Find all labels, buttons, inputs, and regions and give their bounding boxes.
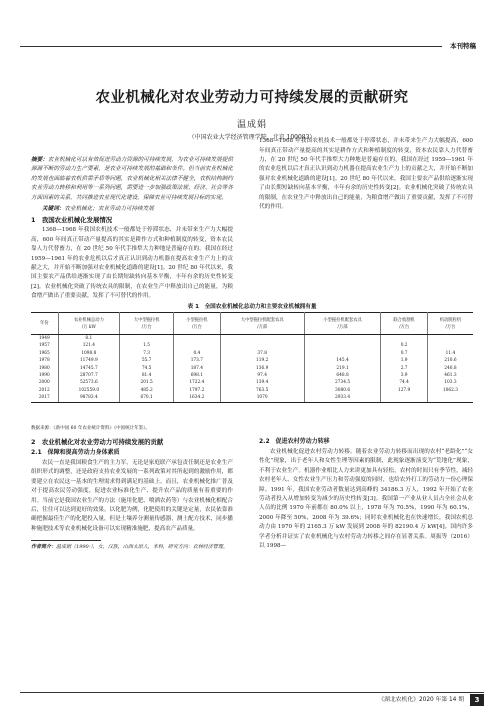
left-column-top <box>31 156 233 300</box>
abstract-label: 摘要： <box>31 157 48 163</box>
table-value-cell <box>174 335 220 343</box>
table-header-cell: 小型拖拉机配套农具 /万部 <box>304 313 381 335</box>
table-value-cell: 139.4 <box>220 379 304 386</box>
article-title: 农业机械化对农业劳动力可持续发展的贡献研究 <box>95 90 409 106</box>
keywords-text: 农业机械化；农业劳动力可持续发展 <box>64 206 154 213</box>
page-number: 3 <box>470 694 484 706</box>
author-footnote <box>31 543 233 551</box>
section-2-2-heading: 2.2 促进农村劳动力转移 <box>259 438 330 445</box>
table-header-cell: 大中型拖拉机配套农具 /万部 <box>220 313 304 335</box>
table-value-cell: 11.4 <box>427 350 473 357</box>
table-value-cell: 219.1 <box>304 365 381 372</box>
section-2-2-paragraph: 农业机械化促进农村劳动力转移。随着农业劳动力转移而出现的农村“老龄化”“女性化”现象，出于老年人和女性生理等因素的限制，此现象逐渐演变为“荒地化”现象，不利于农业生产。机器作业相比人力来讲更加具有轻松，农村的时间只有季节性，减轻农村老年人、女性农业生产压力和劳动强度的同时，也给农外打工的劳动力一份心理保障。1991 年，我国农业劳动者数量达到高峰的 34186.3 万人，1992 年开始了农业劳动者投入从增加转变为减少的历史性转变[3]。我国第一产业从业人员占全社会从业人员的比例 1970 年前都在 80.0% 以上，1978 年为 70.5%，1990 年为 60.1%，2000 年降至 50%，2008 年为 39.6%；同时农业机械化也在快速增长，我国农机总动力由 1970 年的 2165.3 万 kW 发展到 2008 年的 82190.4 万 kW[4]。国内许多学者分析并证实了农业机械化与农村劳动力转移之间存在显著关系。周振等（2016）以 1998— <box>259 449 473 550</box>
table-value-cell: 173.7 <box>174 357 220 364</box>
table-value-cell: 74.4 <box>381 379 427 386</box>
section-2-1-heading: 2.1 保障和提高劳动力身体素质 <box>31 449 120 456</box>
table-header-cell: 联合收割机 /万台 <box>381 313 427 335</box>
table-row <box>31 350 473 357</box>
table-value-cell: 127.9 <box>381 387 427 394</box>
table-year-cell: 1990 <box>31 372 58 379</box>
table-value-cell: 102559.0 <box>58 387 120 394</box>
table-value-cell <box>220 335 304 343</box>
table-value-cell <box>427 342 473 349</box>
article-author: 温成娟 <box>236 120 267 130</box>
table-value-cell: 74.5 <box>120 365 174 372</box>
table-value-cell: 121.4 <box>58 342 120 349</box>
table-value-cell <box>304 350 381 357</box>
table-value-cell: 187.4 <box>174 365 220 372</box>
table-value-cell: 7.3 <box>120 350 174 357</box>
table-year-cell: 2000 <box>31 379 58 386</box>
table-value-cell: 145.4 <box>304 357 381 364</box>
table-year-cell: 2012 <box>31 387 58 394</box>
table-header-cell: 农业机械总动力 /万 kW <box>58 313 120 335</box>
table-value-cell: 201.5 <box>120 379 174 386</box>
table-value-cell: 698.1 <box>174 372 220 379</box>
table-source: 数据来源：《新中国 60 年农业统计资料》《中国统计年鉴》。 <box>31 426 150 431</box>
table-value-cell: 0.7 <box>381 350 427 357</box>
table-value-cell: 2933.4 <box>304 394 381 402</box>
table-value-cell: 98783.4 <box>58 394 120 402</box>
table-value-cell <box>381 335 427 343</box>
section-2-1-paragraph: 农民一直是我国粮食生产的主力军，无论是家庭联产承包责任制还是农业生产组织形式的调整，还是政府支持农业发展的一系列政策对其所起到的激励作用，都要建立在农民这一基本的生理需求得到满足的基础上。而且，农业机械化推广普及对于提高农民劳动强度、促进农业标准化生产、提升农产品的质量有着重要的作用。当前它是我国农业生产的方法（施用化肥、喷洒农药等）与农业机械化相配合后，往往可以达到更好的效果。以化肥为例，化肥使用的关键是定量，农民依靠准确把握最佳生产的化肥投入量，但是土壤养分测量传感器，测土配方技术，同步播种施肥技术等农业机械化设备可以实现精准施肥，提高农产品质量。 <box>31 460 233 532</box>
table-value-cell: 2734.5 <box>304 379 381 386</box>
section-1-continuation <box>259 137 473 278</box>
table-year-cell: 1980 <box>31 365 58 372</box>
table-value-cell: 81.4 <box>120 372 174 379</box>
footnote-rule <box>31 540 101 541</box>
table-year-cell: 1978 <box>31 357 58 364</box>
table-value-cell: 97.4 <box>220 372 304 379</box>
table-value-cell: 763.5 <box>220 387 304 394</box>
keywords <box>31 205 233 214</box>
table-row <box>31 357 473 364</box>
table-value-cell: 485.2 <box>120 387 174 394</box>
section-tab: 本刊特稿 <box>442 40 484 52</box>
table-value-cell: 210.6 <box>427 357 473 364</box>
table-value-cell <box>220 342 304 349</box>
table-value-cell: 55.7 <box>120 357 174 364</box>
table-row <box>31 365 473 372</box>
table-value-cell: 1797.2 <box>174 387 220 394</box>
section-2-heading: 2 农业机械化对农业劳动力可持续发展的贡献 <box>31 438 164 446</box>
header-rule <box>20 46 484 47</box>
left-column-bottom <box>31 436 233 551</box>
table-value-cell: 1634.2 <box>174 394 220 402</box>
footnote-label: 作者简介： <box>31 544 57 551</box>
table-value-cell: 1722.4 <box>174 379 220 386</box>
table-value-cell: 28707.7 <box>58 372 120 379</box>
table-year-cell: 1949 <box>31 335 58 343</box>
table-value-cell: 240.8 <box>427 365 473 372</box>
table-value-cell: 3080.6 <box>304 387 381 394</box>
header-bar <box>20 40 484 52</box>
table-value-cell: 461.3 <box>427 372 473 379</box>
table-value-cell: 136.9 <box>220 365 304 372</box>
table-value-cell: 0.4 <box>174 350 220 357</box>
table-value-cell <box>304 342 381 349</box>
table-value-cell: 1098.8 <box>58 350 120 357</box>
table-value-cell: 1.9 <box>381 357 427 364</box>
journal-issue: 《湖北农机化》2020 年第 14 期 <box>378 697 464 703</box>
table-value-cell: 1062.3 <box>427 387 473 394</box>
table-value-cell <box>174 342 220 349</box>
table-header-cell: 小型拖拉机 /万台 <box>174 313 220 335</box>
section-1-paragraph: 1368—1968 年我国农机技术一般都处于停滞状态，并未带来生产力大幅提高，600 年间真正带动产量提高的其实是耕作方式和种植制度的转变，资本农民靠人力代替畜力，在 20 世纪 50 年代手推犁大力种地是普遍存在的。我国在经过 1959—1961 年的农业危机以后才真正认识到动力机器在提高农业生产力上的贡献之大，并开始不断加强对农业机械化道路的建设[1]。20 世纪 80 年代以来，我国主要农产品供给逐渐实现了由长期短缺转向基本平衡，丰年有余的历史性转变[2]。农业机械化突破了传统农具的限制，在农业生产中释放出自己的能量，为粮食增产做出了重要贡献，发挥了不可替代的作用。 <box>31 227 233 300</box>
table-header-cell: 机动脱粒机 /万台 <box>427 313 473 335</box>
table-value-cell <box>304 335 381 343</box>
table-header-cell: 年份 <box>31 313 58 335</box>
right-column-bottom <box>259 436 473 551</box>
section-1-heading: 1 我国农业机械化发展情况 <box>31 216 113 225</box>
table-value-cell: 103.3 <box>427 379 473 386</box>
table-value-cell: 11749.9 <box>58 357 120 364</box>
footnote-text: 温成娟（1990-），女，汉族，山西太原人，本科，研究方向：农林经济管理。 <box>56 544 228 551</box>
abstract <box>31 156 233 203</box>
table-value-cell <box>427 335 473 343</box>
table-year-cell: 2017 <box>31 394 58 402</box>
table-year-cell: 1965 <box>31 350 58 357</box>
table-row <box>31 387 473 394</box>
table-year-cell: 1957 <box>31 342 58 349</box>
right-column-top <box>259 138 473 278</box>
table-value-cell: 1070 <box>220 394 304 402</box>
table-value-cell: 52573.6 <box>58 379 120 386</box>
section-1-continuation-text: 1368—1968 年我国农机技术一般都处于停滞状态，并未带来生产力大幅提高，600 年间真正带动产量提高的其实是耕作方式和种植制度的转变，资本农民靠人力代替畜力，在 20 世纪 50 年代手推犁大力种地是普遍存在的。我国在经过 1959—1961 年的农业危机以后才真正认识到动力机器在提高农业生产力上的贡献之大，并开始不断加强对农业机械化道路的建设[1]。20 世纪 80 年代以来，我国主要农产品供给逐渐实现了由长期短缺转向基本平衡，丰年有余的历史性转变[2]。农业机械化突破了传统农具的限制，在农业生产中释放出自己的能量，为粮食增产做出了重要贡献，发挥了不可替代的作用。 <box>259 138 473 211</box>
table-value-cell: 37.8 <box>220 350 304 357</box>
table-row <box>31 335 473 343</box>
author-affiliation: （中国农业大学经济管理学院，北京 100083） <box>188 134 316 141</box>
table-row <box>31 372 473 379</box>
table-value-cell <box>427 394 473 402</box>
footer-rule <box>20 692 484 693</box>
table-caption: 表 1 全国农业机械化总动力和主要农业机械拥有量 <box>187 304 317 310</box>
table-row <box>31 379 473 386</box>
table-value-cell: 1.5 <box>120 342 174 349</box>
table-value-cell: 670.1 <box>120 394 174 402</box>
table-value-cell: 648.8 <box>304 372 381 379</box>
abstract-text: 农业机械化可以有效促进劳动力资源的可持续发展，为农业可持续发展提供源源不断的劳动力生产要素，是农业可持续发展的基础和条件。但当前农业机械化的发展也面临着农机供需矛盾等问题，农业机械化相关法律不健全，农机结构制约农业劳动力转移和利用等一系列问题，需要进一步加强政策法规、经济、社会等各方面因素的关系，共同推进农业现代化建设，保障农业可持续发展目标的实现。 <box>31 157 233 201</box>
table-header-cell: 大中型拖拉机 /万台 <box>120 313 174 335</box>
table-value-cell: 3.9 <box>381 372 427 379</box>
table-value-cell: 14745.7 <box>58 365 120 372</box>
table-row <box>31 342 473 349</box>
table-value-cell: 119.2 <box>220 357 304 364</box>
table-value-cell: 8.1 <box>58 335 120 343</box>
table-value-cell <box>381 394 427 402</box>
table-value-cell <box>120 335 174 343</box>
table-row <box>31 394 473 402</box>
keywords-label: 关键词： <box>42 206 65 213</box>
table-value-cell: 0.2 <box>381 342 427 349</box>
table-value-cell: 2.7 <box>381 365 427 372</box>
machinery-table <box>31 312 473 403</box>
